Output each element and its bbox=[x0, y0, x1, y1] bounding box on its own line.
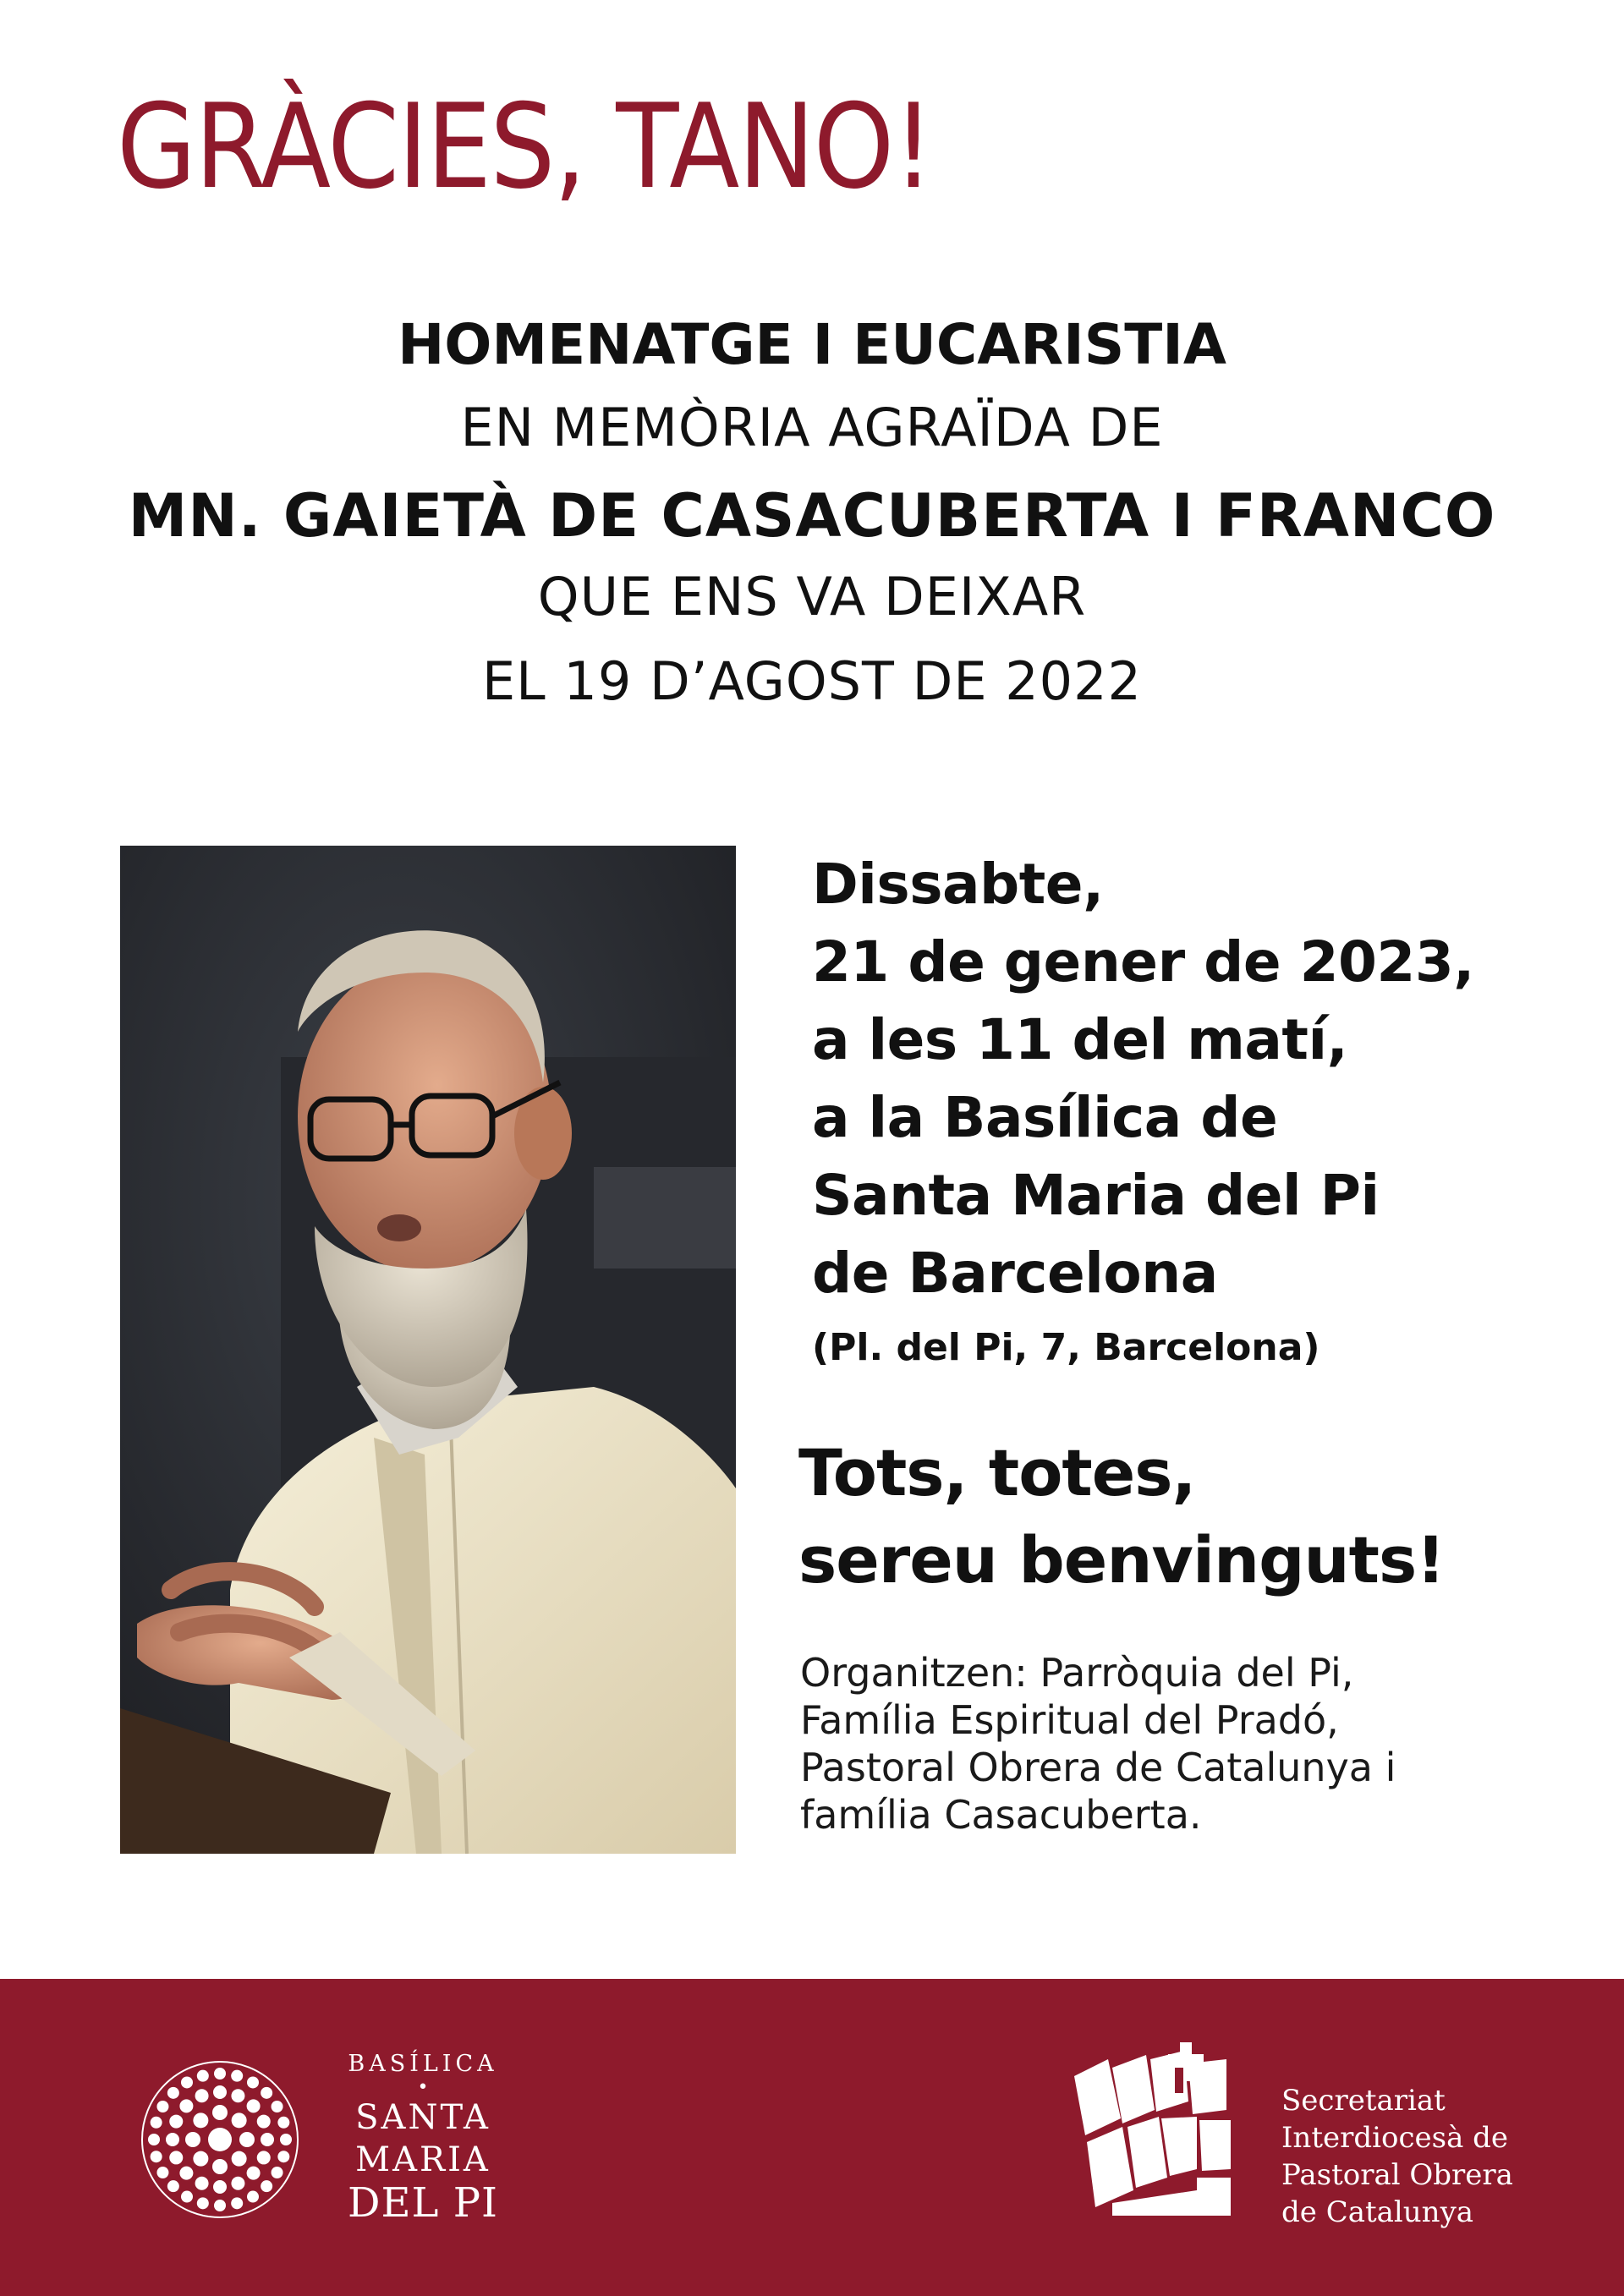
secretariat-logo-text bbox=[1281, 2082, 1513, 2231]
welcome-message bbox=[798, 1429, 1594, 1603]
page-title: GRÀCIES, TANO! bbox=[117, 79, 933, 215]
header-line-date: EL 19 D’AGOST DE 2022 bbox=[482, 650, 1142, 712]
rose-window-icon bbox=[140, 2059, 300, 2220]
organizers-line-1: Organitzen: Parròquia del Pi, bbox=[800, 1650, 1354, 1696]
tribute-header bbox=[0, 312, 1624, 740]
welcome-line-2: sereu benvinguts! bbox=[798, 1522, 1445, 1597]
header-line-memory: EN MEMÒRIA AGRAÏDA DE bbox=[460, 397, 1164, 458]
basilica-logo-text bbox=[338, 2049, 508, 2225]
event-venue-line-1: a la Basílica de bbox=[812, 1085, 1278, 1150]
welcome-line-1: Tots, totes, bbox=[798, 1435, 1196, 1510]
organizers-line-2: Família Espiritual del Pradó, bbox=[800, 1697, 1339, 1743]
event-venue-line-2: Santa Maria del Pi bbox=[812, 1163, 1380, 1228]
header-line-homage: HOMENATGE I EUCARISTIA bbox=[398, 312, 1226, 377]
portrait-illustration bbox=[120, 846, 736, 1854]
secretariat-line-2: Interdiocesà de bbox=[1281, 2121, 1509, 2155]
event-date: 21 de gener de 2023, bbox=[812, 929, 1474, 995]
pastoral-obrera-logo-icon bbox=[1062, 2042, 1239, 2220]
organizers-line-4: família Casacuberta. bbox=[800, 1792, 1202, 1838]
basilica-name-line-1: SANTA bbox=[355, 2098, 491, 2137]
event-details bbox=[812, 846, 1590, 1373]
basilica-name-line-2: MARIA bbox=[355, 2140, 491, 2179]
basilica-name-line-3: DEL PI bbox=[348, 2179, 498, 2227]
header-line-left-us: QUE ENS VA DEIXAR bbox=[537, 566, 1087, 627]
organizers bbox=[800, 1649, 1595, 1838]
secretariat-line-3: Pastoral Obrera bbox=[1281, 2158, 1513, 2192]
organizers-line-3: Pastoral Obrera de Catalunya i bbox=[800, 1745, 1396, 1790]
secretariat-line-1: Secretariat bbox=[1281, 2084, 1446, 2118]
basilica-label: BASÍLICA bbox=[348, 2051, 498, 2077]
basilica-separator: • bbox=[417, 2077, 429, 2098]
event-time: a les 11 del matí, bbox=[812, 1007, 1348, 1072]
secretariat-line-4: de Catalunya bbox=[1281, 2195, 1474, 2229]
header-line-name: MN. GAIETÀ DE CASACUBERTA I FRANCO bbox=[128, 481, 1496, 551]
event-day: Dissabte, bbox=[812, 852, 1104, 917]
event-venue-line-3: de Barcelona bbox=[812, 1241, 1218, 1306]
event-address: (Pl. del Pi, 7, Barcelona) bbox=[812, 1326, 1320, 1369]
portrait-photo bbox=[120, 846, 736, 1854]
